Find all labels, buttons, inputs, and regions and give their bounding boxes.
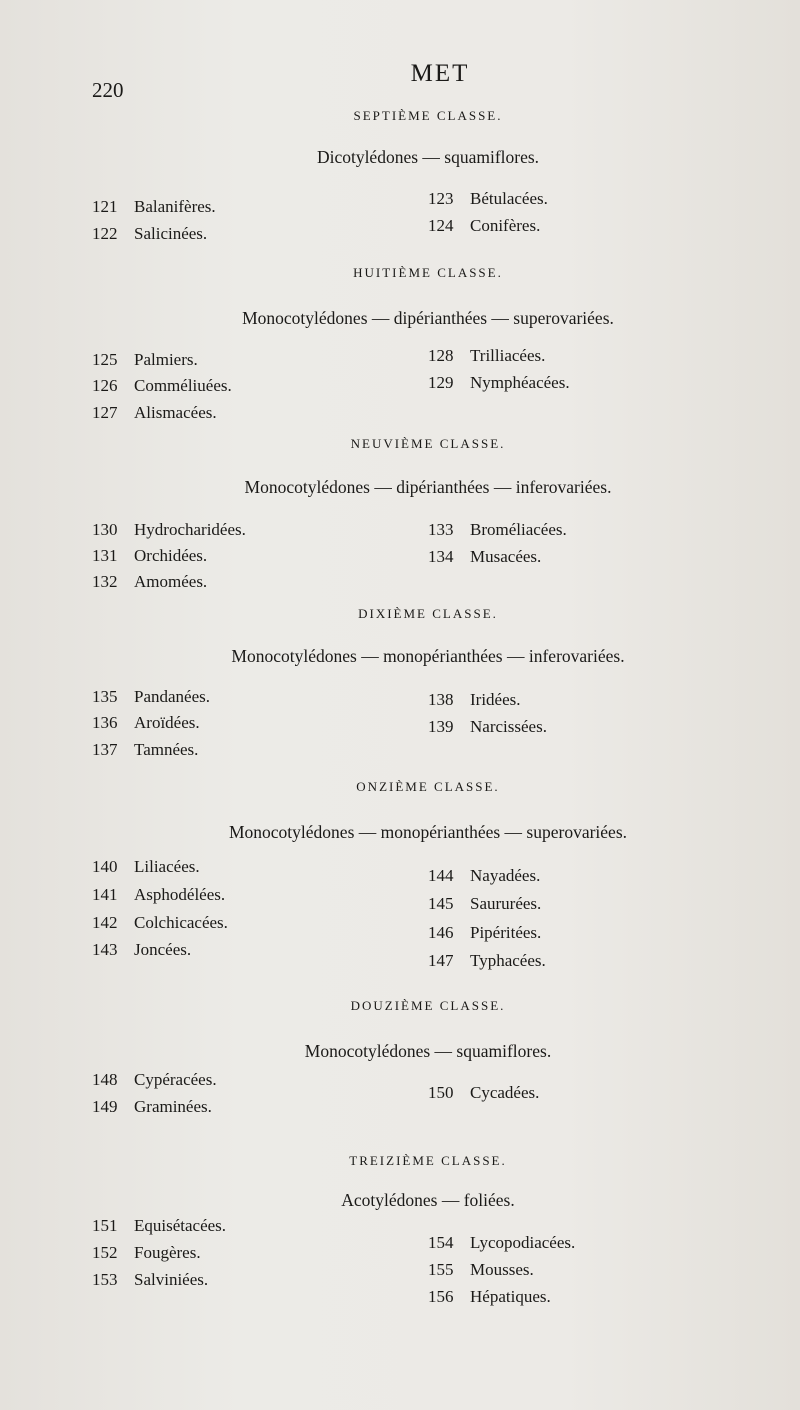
family-entry (428, 189, 548, 209)
class-title: DOUZIÈME CLASSE. (350, 998, 506, 1013)
entry-number: 144 (428, 866, 454, 885)
entry-number: 155 (428, 1260, 454, 1279)
entry-number: 153 (92, 1270, 118, 1289)
family-entry (92, 403, 217, 423)
family-entry (428, 216, 540, 236)
family-entry (428, 520, 567, 540)
family-entry (92, 1097, 212, 1117)
entry-name: Conifères. (470, 216, 541, 235)
family-entry (92, 713, 200, 733)
entry-name: Nayadées. (470, 866, 541, 885)
entry-number: 126 (92, 376, 118, 395)
family-entry (92, 520, 246, 540)
family-entry (428, 1260, 534, 1280)
family-entry (92, 1070, 217, 1090)
entry-name: Colchicacées. (134, 913, 228, 932)
family-entry (428, 1287, 551, 1307)
entry-number: 151 (92, 1216, 118, 1235)
entry-number: 145 (428, 894, 454, 913)
entry-name: Musacées. (470, 547, 542, 566)
entry-number: 125 (92, 350, 118, 369)
entry-number: 138 (428, 690, 454, 709)
entry-number: 135 (92, 687, 118, 706)
family-entry (92, 687, 210, 707)
entry-number: 149 (92, 1097, 118, 1116)
family-entry (92, 1216, 226, 1236)
entry-name: Comméliuées. (134, 376, 232, 395)
page-number: 220 (92, 78, 124, 102)
family-entry (428, 894, 541, 914)
entry-number: 134 (428, 547, 454, 566)
entry-name: Bétulacées. (470, 189, 548, 208)
family-entry (92, 885, 225, 905)
family-entry (428, 866, 540, 886)
family-entry (428, 1233, 575, 1253)
entry-number: 129 (428, 373, 454, 392)
entry-number: 132 (92, 572, 118, 591)
entry-number: 152 (92, 1243, 118, 1262)
class-title: DIXIÈME CLASSE. (358, 606, 498, 621)
entry-number: 136 (92, 713, 118, 732)
class-title: SEPTIÈME CLASSE. (353, 108, 503, 123)
entry-number: 137 (92, 740, 118, 759)
entry-name: Iridées. (470, 690, 521, 709)
class-title: NEUVIÈME CLASSE. (350, 436, 506, 451)
class-title: TREIZIÈME CLASSE. (349, 1153, 507, 1168)
family-entry (92, 1270, 208, 1290)
entry-name: Pandanées. (134, 687, 211, 706)
family-entry (92, 546, 207, 566)
entry-number: 147 (428, 951, 454, 970)
entry-number: 128 (428, 346, 454, 365)
entry-name: Fougères. (134, 1243, 201, 1262)
entry-name: Lycopodiacées. (470, 1233, 576, 1252)
entry-name: Aroïdées. (134, 713, 200, 732)
entry-name: Asphodélées. (134, 885, 226, 904)
entry-name: Hépatiques. (470, 1287, 551, 1306)
entry-name: Trilliacées. (470, 346, 546, 365)
family-entry (92, 572, 207, 592)
entry-number: 139 (428, 717, 454, 736)
class-subtitle: Monocotylédones — dipérianthées — superovariées. (242, 308, 614, 328)
entry-name: Cypéracées. (134, 1070, 217, 1089)
family-entry (428, 373, 570, 393)
entry-number: 142 (92, 913, 118, 932)
entry-name: Narcissées. (470, 717, 547, 736)
entry-name: Saururées. (470, 894, 542, 913)
entry-number: 140 (92, 857, 118, 876)
class-subtitle: Monocotylédones — squamiflores. (304, 1041, 552, 1061)
entry-name: Equisétacées. (134, 1216, 227, 1235)
entry-name: Alismacées. (134, 403, 217, 422)
entry-name: Typhacées. (470, 951, 546, 970)
entry-name: Broméliacées. (470, 520, 567, 539)
entry-number: 121 (92, 197, 118, 216)
entry-number: 127 (92, 403, 118, 422)
family-entry (92, 376, 232, 396)
family-entry (92, 940, 191, 960)
entry-name: Orchidées. (134, 546, 208, 565)
class-subtitle: Monocotylédones — monopérianthées — inferovariées. (231, 646, 625, 666)
family-entry (428, 717, 547, 737)
entry-name: Joncées. (134, 940, 192, 959)
class-subtitle: Monocotylédones — monopérianthées — superovariées. (228, 822, 628, 842)
family-entry (428, 547, 541, 567)
entry-number: 122 (92, 224, 118, 243)
entry-name: Amomées. (134, 572, 208, 591)
family-entry (92, 1243, 201, 1263)
entry-name: Salicinées. (134, 224, 208, 243)
class-title: HUITIÈME CLASSE. (353, 265, 503, 280)
entry-number: 123 (428, 189, 454, 208)
entry-name: Palmiers. (134, 350, 198, 369)
family-entry (92, 740, 198, 760)
family-entry (428, 346, 545, 366)
entry-number: 143 (92, 940, 118, 959)
running-head: MET (410, 60, 470, 87)
entry-name: Tamnées. (134, 740, 199, 759)
entry-number: 154 (428, 1233, 454, 1252)
family-entry (92, 857, 200, 877)
family-entry (92, 224, 207, 244)
family-entry (92, 913, 228, 933)
entry-name: Balanifères. (134, 197, 216, 216)
class-subtitle: Acotylédones — foliées. (341, 1190, 515, 1210)
entry-name: Pipéritées. (470, 923, 542, 942)
entry-number: 150 (428, 1083, 454, 1102)
entry-name: Hydrocharidées. (134, 520, 246, 539)
entry-name: Liliacées. (134, 857, 200, 876)
entry-name: Salviniées. (134, 1270, 209, 1289)
family-entry (92, 350, 198, 370)
entry-number: 146 (428, 923, 454, 942)
entry-number: 141 (92, 885, 118, 904)
entry-number: 131 (92, 546, 118, 565)
entry-number: 156 (428, 1287, 454, 1306)
entry-name: Cycadées. (470, 1083, 540, 1102)
family-entry (92, 197, 216, 217)
class-subtitle: Dicotylédones — squamiflores. (316, 147, 540, 167)
family-entry (428, 690, 521, 710)
entry-number: 133 (428, 520, 454, 539)
entry-number: 130 (92, 520, 118, 539)
family-entry (428, 951, 546, 971)
entry-name: Graminées. (134, 1097, 212, 1116)
class-subtitle: Monocotylédones — dipérianthées — inferovariées. (244, 477, 612, 497)
family-entry (428, 1083, 539, 1103)
class-title: ONZIÈME CLASSE. (356, 779, 500, 794)
entry-name: Nymphéacées. (470, 373, 570, 392)
family-entry (428, 923, 541, 943)
entry-name: Mousses. (470, 1260, 534, 1279)
entry-number: 124 (428, 216, 454, 235)
entry-number: 148 (92, 1070, 118, 1089)
